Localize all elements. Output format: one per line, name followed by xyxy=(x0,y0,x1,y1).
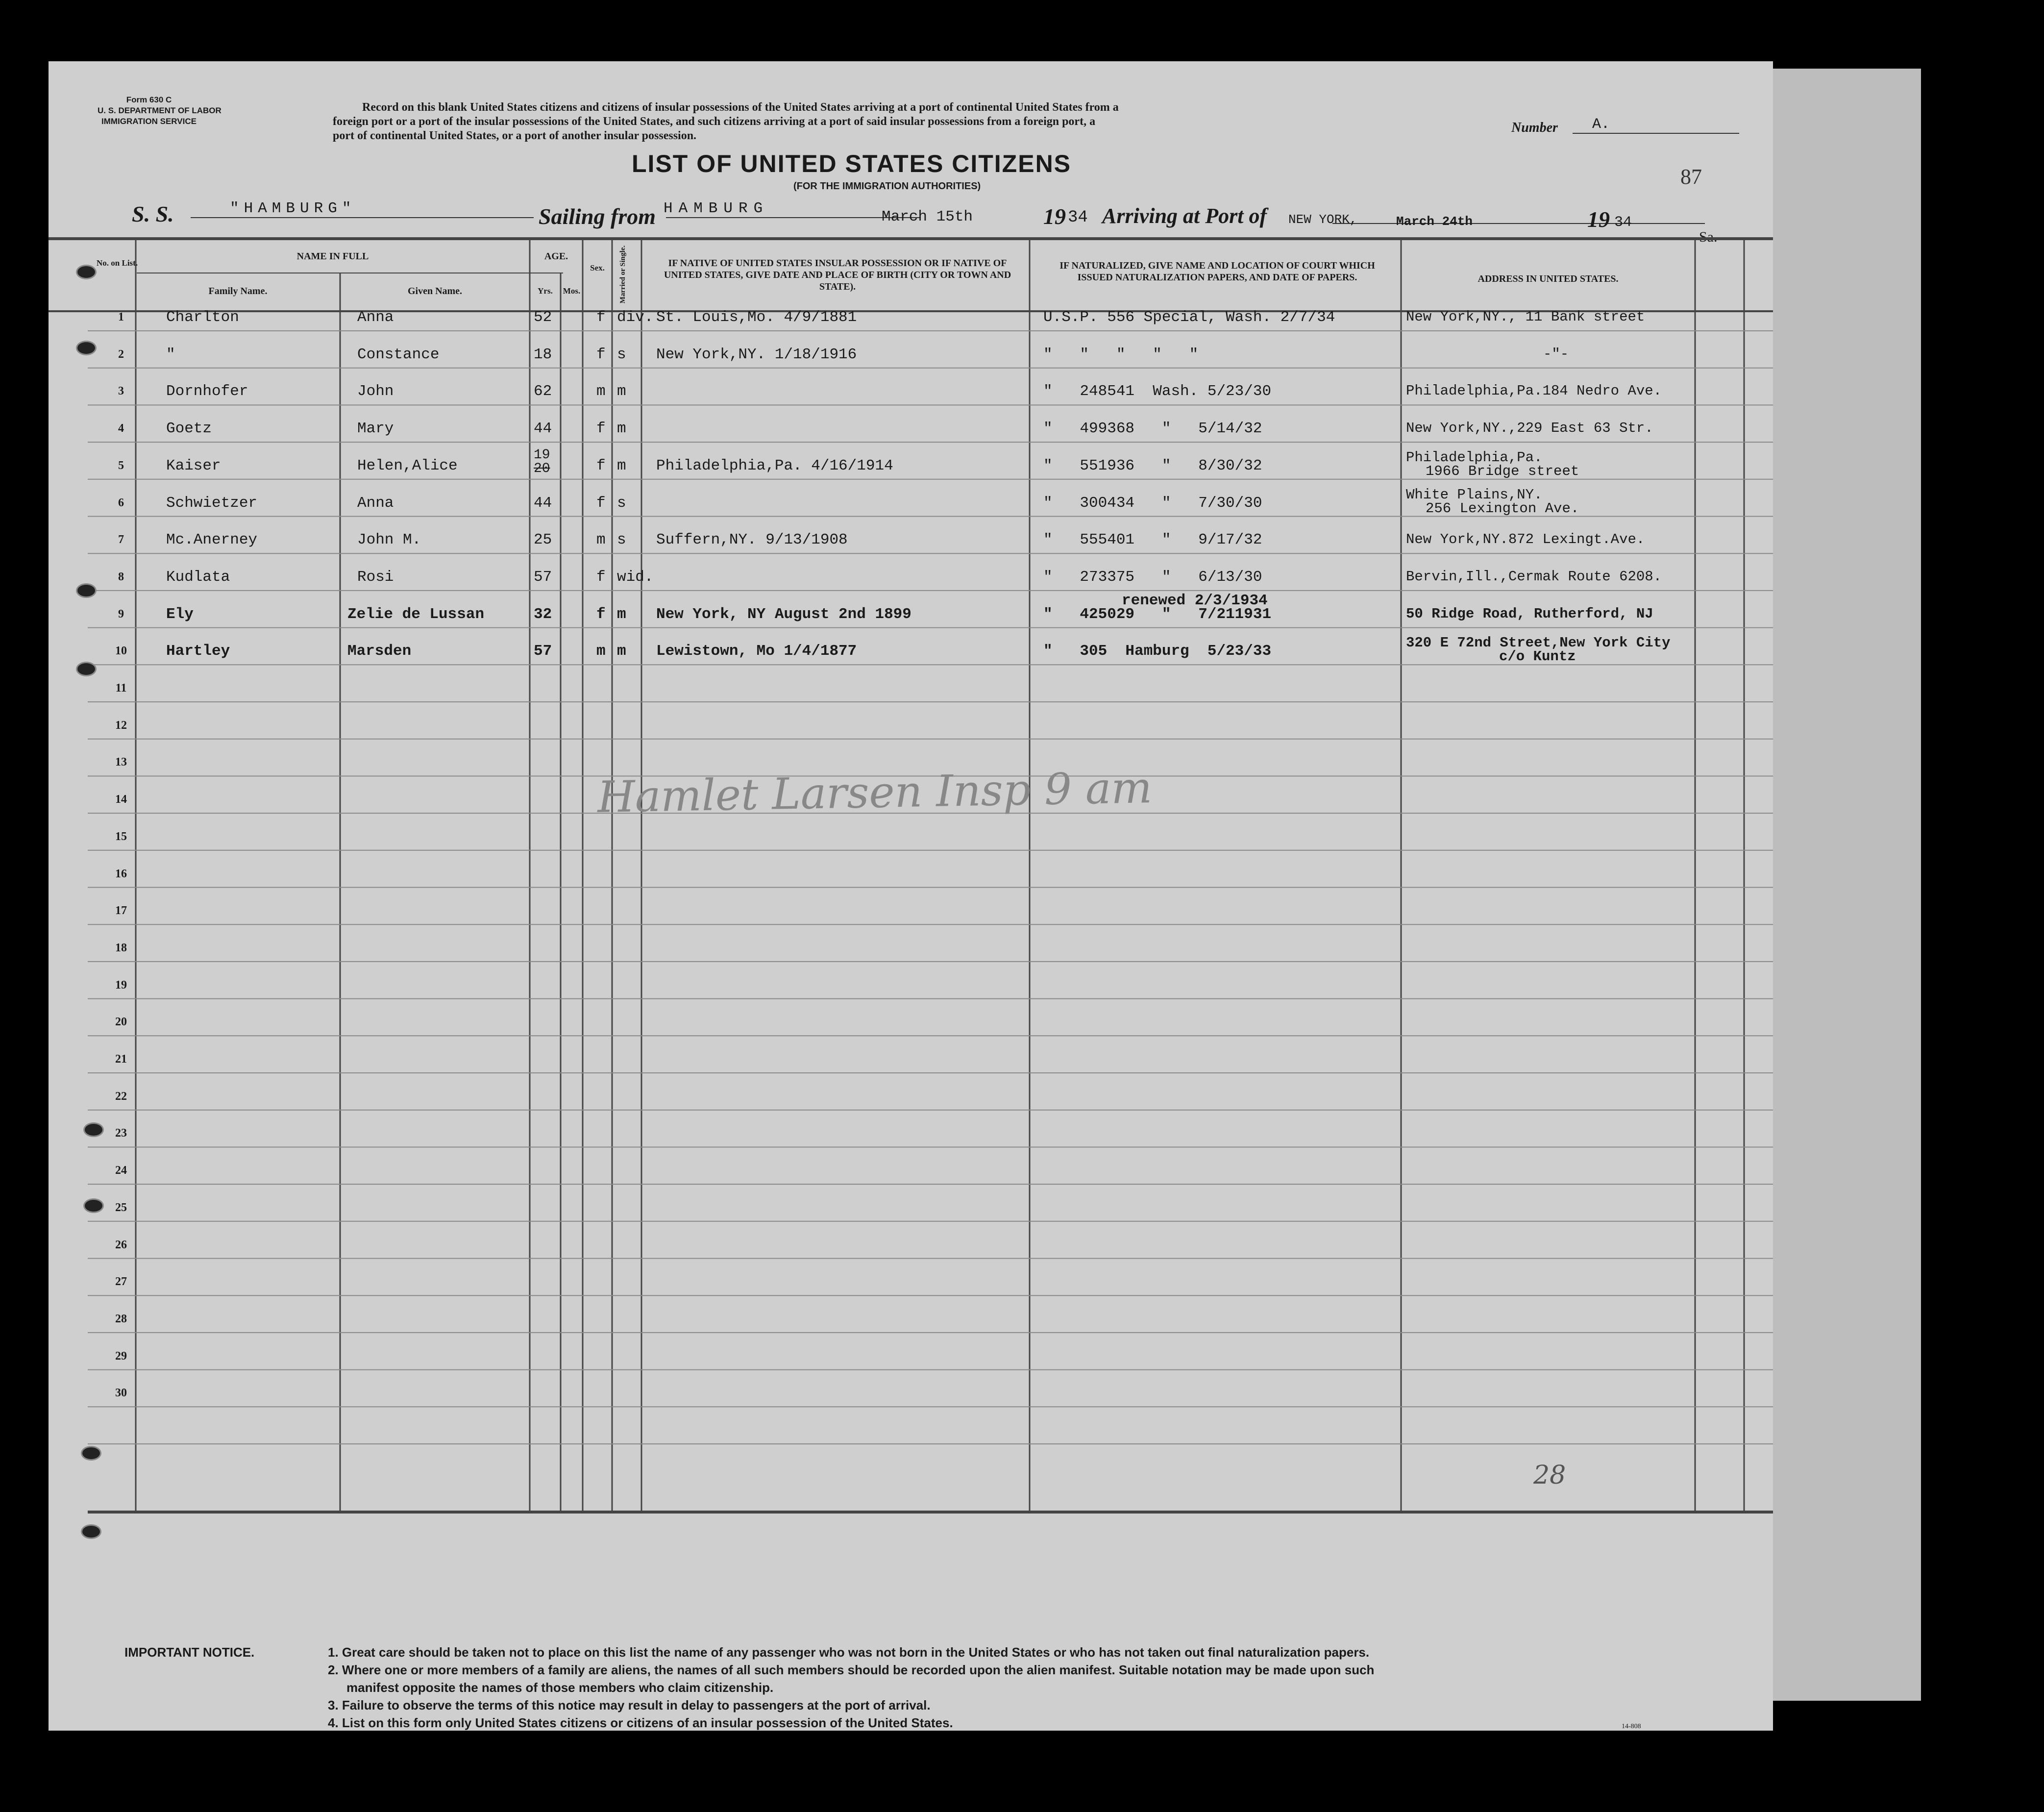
age-years: 18 xyxy=(534,346,552,363)
binder-hole xyxy=(76,341,97,355)
row-number: 27 xyxy=(115,1275,127,1289)
address: -"- xyxy=(1543,346,1569,362)
naturalization-info: U.S.P. 556 Special, Wash. 2/7/34 xyxy=(1043,309,1335,326)
family-name: Kaiser xyxy=(166,457,221,474)
row-number: 10 xyxy=(115,645,127,658)
naturalization-info: " 425029 " 7/211931 xyxy=(1043,605,1272,623)
row-number: 4 xyxy=(118,422,124,435)
address-line1: 320 E 72nd Street,New York City xyxy=(1406,635,1671,651)
row-number: 24 xyxy=(115,1164,127,1177)
row-number: 25 xyxy=(115,1201,127,1214)
row-number: 16 xyxy=(115,867,127,880)
family-name: Kudlata xyxy=(166,568,230,586)
birth-info: St. Louis,Mo. 4/9/1881 xyxy=(656,309,857,326)
binder-hole xyxy=(83,1198,104,1213)
address-line2: 1966 Bridge street xyxy=(1426,463,1579,479)
family-name: " xyxy=(166,346,175,363)
department: U. S. DEPARTMENT OF LABOR xyxy=(98,106,222,115)
col-age: AGE. xyxy=(544,251,568,262)
row-number: 26 xyxy=(115,1238,127,1251)
instruction-line: port of continental United States, or a port of another insular possession. xyxy=(333,129,697,142)
arriving-label: Arriving at Port of xyxy=(1102,204,1267,228)
row-number: 8 xyxy=(118,570,124,583)
binder-hole xyxy=(83,1122,104,1137)
given-name: John M. xyxy=(357,531,421,549)
manifest-sheet xyxy=(49,61,1773,1731)
sex: f xyxy=(596,494,606,512)
stamp-number: 28 xyxy=(1533,1461,1566,1490)
age-years: 44 xyxy=(534,494,552,512)
arrival-date: March 24th xyxy=(1396,214,1473,229)
family-name: Schwietzer xyxy=(166,494,258,512)
address: New York,NY., 11 Bank street xyxy=(1406,309,1645,325)
form-id: Form 630 C xyxy=(126,95,172,104)
col-name-group: NAME IN FULL xyxy=(296,251,369,262)
arrival-year: 34 xyxy=(1614,214,1632,231)
row-number: 30 xyxy=(115,1387,127,1400)
naturalization-info: " 551936 " 8/30/32 xyxy=(1043,457,1262,474)
sex: m xyxy=(596,383,606,400)
given-name: Helen,Alice xyxy=(357,457,458,474)
col-native: IF NATIVE OF UNITED STATES INSULAR POSSESSION OR IF NATIVE OF UNITED STATES, GIVE DATE AND PLACE OF BIRTH (CITY OR TOWN AND STATE). xyxy=(664,258,1011,292)
row-number: 1 xyxy=(118,311,124,323)
row-number: 9 xyxy=(118,607,124,621)
ss-label: S. S. xyxy=(132,201,174,226)
row-number: 18 xyxy=(115,941,127,954)
row-number: 19 xyxy=(115,978,127,992)
address: 50 Ridge Road, Rutherford, NJ xyxy=(1406,605,1653,622)
number-value: A. xyxy=(1573,116,1739,134)
sex: m xyxy=(596,531,606,549)
col-address: ADDRESS IN UNITED STATES. xyxy=(1478,273,1619,284)
col-no: No. on List. xyxy=(97,258,138,268)
age-years: 25 xyxy=(534,531,552,549)
ship-name: "HAMBURG" xyxy=(230,200,356,217)
age-years: 57 xyxy=(534,568,552,586)
birth-info: Philadelphia,Pa. 4/16/1914 xyxy=(656,457,893,474)
age-years: 52 xyxy=(534,309,552,326)
marital-status: s xyxy=(617,531,626,549)
address: New York,NY.872 Lexingt.Ave. xyxy=(1406,531,1645,548)
sex: f xyxy=(596,457,606,474)
notice-items xyxy=(328,1643,1374,1732)
row-number: 6 xyxy=(118,496,124,509)
binder-hole xyxy=(81,1446,101,1461)
row-number: 14 xyxy=(115,793,127,806)
address: New York,NY.,229 East 63 Str. xyxy=(1406,420,1653,437)
family-name: Hartley xyxy=(166,643,230,660)
given-name: Anna xyxy=(357,494,394,512)
row-number: 5 xyxy=(118,459,124,472)
number-label: Number xyxy=(1511,120,1558,135)
given-name: Rosi xyxy=(357,568,394,586)
birth-info: New York,NY. 1/18/1916 xyxy=(656,346,857,363)
family-name: Charlton xyxy=(166,309,239,326)
address-line1: White Plains,NY. xyxy=(1406,486,1543,503)
row-number: 28 xyxy=(115,1312,127,1325)
marital-status: m xyxy=(617,605,626,623)
address: Philadelphia,Pa.184 Nedro Ave. xyxy=(1406,383,1662,399)
given-name: Marsden xyxy=(347,643,412,660)
notice-item: 4. List on this form only United States citizens or citizens of an insular possession of the United States. xyxy=(328,1715,953,1730)
marital-status: div. xyxy=(617,309,654,326)
given-name: John xyxy=(357,383,394,400)
family-name: Goetz xyxy=(166,420,212,438)
age-years: 44 xyxy=(534,420,552,438)
sailing-label: Sailing from xyxy=(539,204,656,229)
family-name: Dornhofer xyxy=(166,383,248,400)
arrival-port: NEW YORK, xyxy=(1288,212,1357,227)
col-yrs: Yrs. xyxy=(538,286,553,296)
notice-code: 14-808 xyxy=(1622,1723,1641,1730)
naturalization-info: " 248541 Wash. 5/23/30 xyxy=(1043,383,1272,400)
sex: f xyxy=(596,568,606,586)
col-family: Family Name. xyxy=(208,286,268,297)
marital-status: wid. xyxy=(617,568,654,586)
col-naturalized: IF NATURALIZED, GIVE NAME AND LOCATION OF COURT WHICH ISSUED NATURALIZATION PAPERS, AND DATE OF PAPERS. xyxy=(1059,260,1375,283)
naturalization-info: " 273375 " 6/13/30 xyxy=(1043,568,1262,586)
address-line2: 256 Lexington Ave. xyxy=(1426,500,1579,517)
address: Bervin,Ill.,Cermak Route 6208. xyxy=(1406,568,1662,585)
page-title: LIST OF UNITED STATES CITIZENS xyxy=(632,150,1072,177)
birth-info: Suffern,NY. 9/13/1908 xyxy=(656,531,848,549)
row-number: 22 xyxy=(115,1090,127,1103)
row-number: 11 xyxy=(115,682,127,695)
naturalization-info: " 300434 " 7/30/30 xyxy=(1043,494,1262,512)
binder-hole xyxy=(76,662,97,676)
sex: f xyxy=(596,605,606,623)
row-number: 29 xyxy=(115,1349,127,1363)
row-number: 12 xyxy=(115,719,127,732)
row-number: 3 xyxy=(118,385,124,398)
marital-status: m xyxy=(617,643,626,660)
sex: m xyxy=(596,643,606,660)
adjacent-page-edge xyxy=(1773,69,1921,1701)
row-number: 15 xyxy=(115,830,127,843)
age-correction: 19 xyxy=(534,447,550,463)
sex: f xyxy=(596,346,606,363)
row-number: 23 xyxy=(115,1127,127,1140)
marital-status: s xyxy=(617,346,626,363)
naturalization-info: " 555401 " 9/17/32 xyxy=(1043,531,1262,549)
age-years: 62 xyxy=(534,383,552,400)
page-subtitle: (FOR THE IMMIGRATION AUTHORITIES) xyxy=(793,181,981,192)
col-mos: Mos. xyxy=(563,286,581,296)
row-number: 17 xyxy=(115,904,127,918)
marital-status: m xyxy=(617,420,626,438)
binder-hole xyxy=(76,583,97,598)
from-port: HAMBURG xyxy=(664,200,769,217)
binder-hole xyxy=(81,1524,101,1539)
given-name: Mary xyxy=(357,420,394,438)
given-name: Zelie de Lussan xyxy=(347,605,485,623)
sex: f xyxy=(596,309,606,326)
col-married: Married or Single. xyxy=(619,245,627,304)
address-line1: Philadelphia,Pa. xyxy=(1406,449,1543,466)
age-years: 20 xyxy=(534,461,550,476)
row-number: 2 xyxy=(118,348,124,361)
instruction-line: foreign port or a port of the insular possessions of the United States, and such citizens arriving at a port of said insular possessions from a foreign port, a xyxy=(333,115,1096,128)
family-name: Mc.Anerney xyxy=(166,531,258,549)
notice-item: manifest opposite the names of those members who claim citizenship. xyxy=(346,1680,774,1695)
instruction-line: Record on this blank United States citizens and citizens of insular possessions of the United States arriving at a port of continental United States from a xyxy=(362,101,1119,114)
birth-info: New York, NY August 2nd 1899 xyxy=(656,605,911,623)
given-name: Anna xyxy=(357,309,394,326)
age-years: 57 xyxy=(534,643,552,660)
age-years: 32 xyxy=(534,605,552,623)
inspector-signature: Hamlet Larsen Insp 9 am xyxy=(597,762,1153,822)
naturalization-info: " 305 Hamburg 5/23/33 xyxy=(1043,643,1272,660)
col-sex: Sex. xyxy=(590,263,605,273)
given-name: Constance xyxy=(357,346,440,363)
notice-heading: IMPORTANT NOTICE. xyxy=(124,1645,255,1660)
service: IMMIGRATION SERVICE xyxy=(101,117,197,126)
marital-status: m xyxy=(617,457,626,474)
annotation-sa: Sa. xyxy=(1699,229,1718,245)
row-number: 13 xyxy=(115,756,127,769)
row-number: 20 xyxy=(115,1016,127,1029)
binder-hole xyxy=(76,265,97,279)
sail-year-prefix: 19 xyxy=(1043,204,1066,229)
marital-status: s xyxy=(617,494,626,512)
notice-item: 3. Failure to observe the terms of this notice may result in delay to passengers at the port of arrival. xyxy=(328,1698,931,1713)
marital-status: m xyxy=(617,383,626,400)
sail-year: 34 xyxy=(1068,208,1088,227)
naturalization-info: " 499368 " 5/14/32 xyxy=(1043,420,1262,438)
row-number: 21 xyxy=(115,1053,127,1066)
family-name: Ely xyxy=(166,605,194,623)
sex: f xyxy=(596,420,606,438)
page-number: 87 xyxy=(1680,165,1702,189)
naturalization-note: renewed 2/3/1934 xyxy=(1122,592,1268,609)
sail-date: March 15th xyxy=(882,208,973,225)
notice-item: 2. Where one or more members of a family are aliens, the names of all such members should be recorded upon the alien manifest. Suitable notation may be made upon such xyxy=(328,1663,1375,1677)
row-number: 7 xyxy=(118,533,124,546)
col-given: Given Name. xyxy=(407,286,463,297)
arrival-year-prefix: 19 xyxy=(1587,207,1610,232)
address-line2: c/o Kuntz xyxy=(1499,648,1576,665)
naturalization-info: " " " " " xyxy=(1043,346,1199,363)
birth-info: Lewistown, Mo 1/4/1877 xyxy=(656,643,857,660)
notice-item: 1. Great care should be taken not to place on this list the name of any passenger who was not born in the United States or who has not taken out final naturalization papers. xyxy=(328,1645,1370,1660)
